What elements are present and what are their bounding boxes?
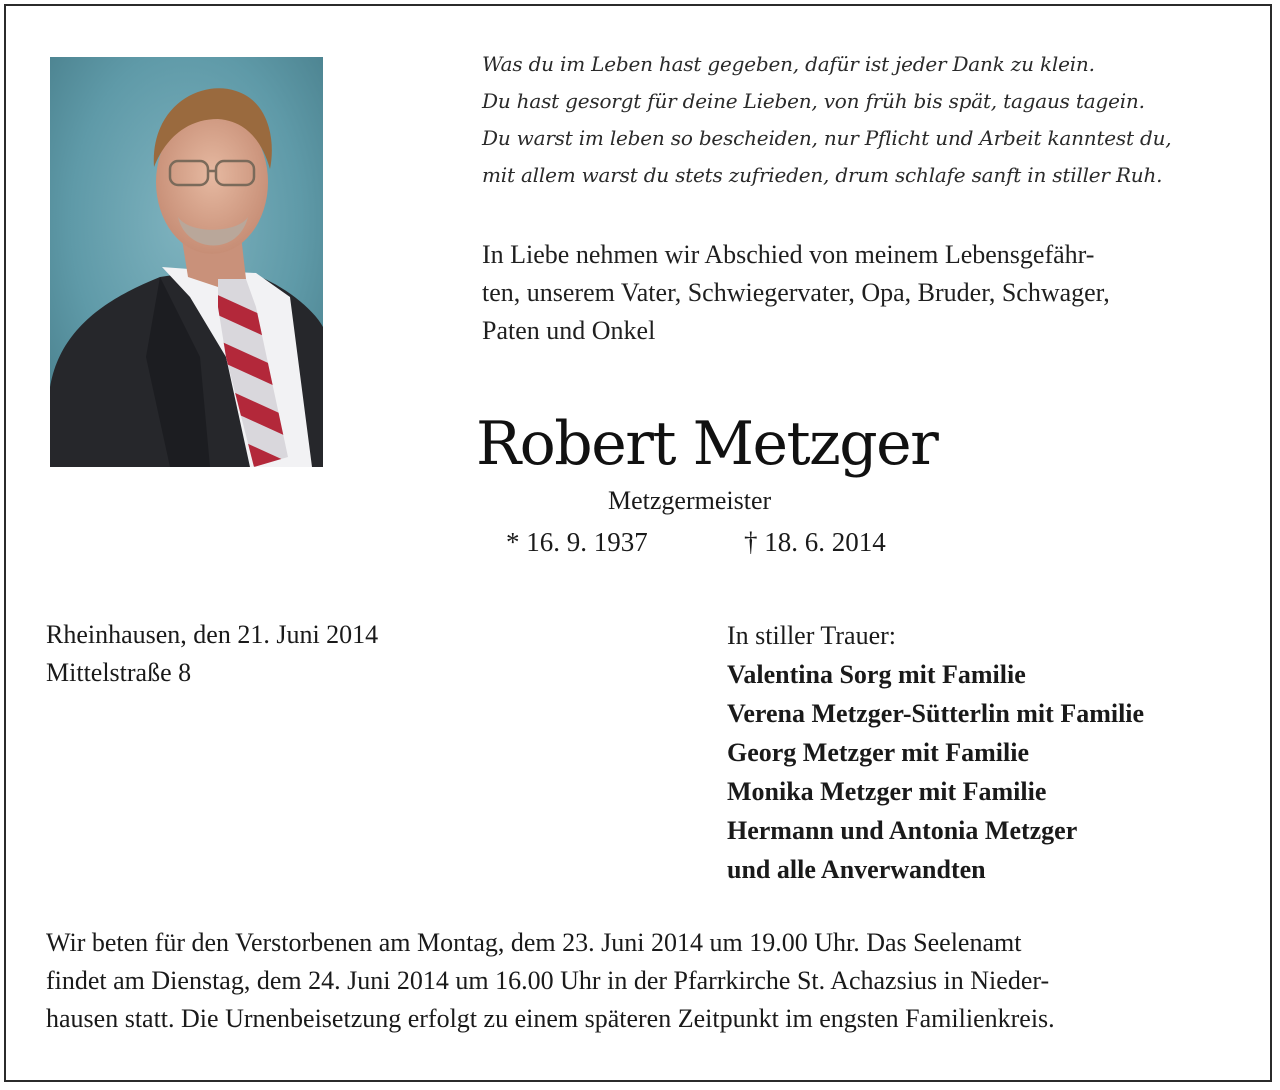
deceased-name: Robert Metzger bbox=[476, 409, 938, 479]
announcement-line: hausen statt. Die Urnenbeisetzung erfolgt zu einem späteren Zeitpunkt im engsten Familienkreis. bbox=[46, 1004, 1055, 1033]
poem-line: Was du im Leben hast gegeben, dafür ist jeder Dank zu klein. bbox=[482, 52, 1095, 76]
poem-line: Du hast gesorgt für deine Lieben, von früh bis spät, tagaus tagein. bbox=[482, 89, 1145, 113]
death-date: † 18. 6. 2014 bbox=[744, 527, 886, 557]
mourners-list bbox=[727, 616, 1144, 889]
farewell-line: Paten und Onkel bbox=[482, 316, 656, 345]
poem-line: mit allem warst du stets zufrieden, drum schlafe sanft in stiller Ruh. bbox=[482, 163, 1163, 187]
place-date-line: Rheinhausen, den 21. Juni 2014 bbox=[46, 620, 379, 649]
deceased-profession: Metzgermeister bbox=[608, 486, 772, 515]
portrait-image bbox=[50, 57, 323, 467]
mourner-name: Monika Metzger mit Familie bbox=[727, 777, 1047, 806]
address-line: Mittelstraße 8 bbox=[46, 658, 192, 687]
poem bbox=[482, 46, 1262, 194]
farewell-line: ten, unserem Vater, Schwiegervater, Opa, Bruder, Schwager, bbox=[482, 278, 1110, 307]
place-and-date bbox=[46, 616, 378, 692]
mourner-name: und alle Anverwandten bbox=[727, 855, 986, 884]
farewell-line: In Liebe nehmen wir Abschied von meinem Lebensgefähr- bbox=[482, 240, 1095, 269]
poem-line: Du warst im leben so bescheiden, nur Pflicht und Arbeit kanntest du, bbox=[482, 126, 1172, 150]
mourner-name: Georg Metzger mit Familie bbox=[727, 738, 1029, 767]
announcement-line: findet am Dienstag, dem 24. Juni 2014 um 16.00 Uhr in der Pfarrkirche St. Achazsius in Nieder- bbox=[46, 966, 1050, 995]
mourners-heading: In stiller Trauer: bbox=[727, 621, 896, 650]
service-announcement bbox=[46, 924, 1234, 1038]
mourner-name: Verena Metzger-Sütterlin mit Familie bbox=[727, 699, 1145, 728]
birth-date: * 16. 9. 1937 bbox=[506, 527, 648, 557]
portrait-photo bbox=[50, 57, 323, 467]
mourner-name: Hermann und Antonia Metzger bbox=[727, 816, 1078, 845]
mourner-name: Valentina Sorg mit Familie bbox=[727, 660, 1026, 689]
announcement-line: Wir beten für den Verstorbenen am Montag, dem 23. Juni 2014 um 19.00 Uhr. Das Seelenamt bbox=[46, 928, 1022, 957]
farewell-text bbox=[482, 236, 1242, 350]
